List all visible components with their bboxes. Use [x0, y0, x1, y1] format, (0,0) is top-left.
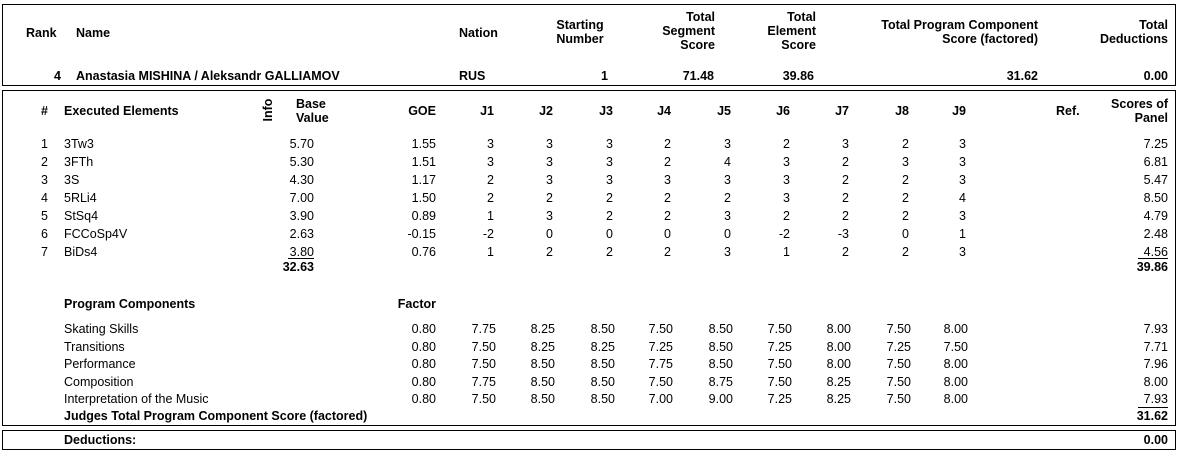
component-judge-7: 8.25 — [826, 392, 851, 406]
judge-header-2: J2 — [539, 104, 553, 118]
element-judge-5: 3 — [724, 209, 731, 223]
component-judge-1: 7.50 — [471, 357, 496, 371]
component-judge-9: 8.00 — [943, 392, 968, 406]
component-judge-8: 7.50 — [886, 322, 911, 336]
skater-tss: 71.48 — [682, 69, 714, 83]
info-header: Info — [261, 98, 275, 122]
component-judge-6: 7.50 — [767, 322, 792, 336]
base-value-total: 32.63 — [282, 260, 314, 274]
element-judge-5: 2 — [724, 191, 731, 205]
element-judge-9: 3 — [959, 245, 966, 259]
nation-header: Nation — [459, 26, 498, 40]
component-judge-2: 8.50 — [530, 375, 555, 389]
element-judge-6: -2 — [778, 227, 790, 241]
component-judge-1: 7.50 — [471, 392, 496, 406]
element-code: 5RLi4 — [64, 191, 97, 205]
component-name: Interpretation of the Music — [64, 392, 209, 406]
component-judge-6: 7.25 — [767, 392, 792, 406]
skater-pcs: 31.62 — [1006, 69, 1038, 83]
element-judge-2: 2 — [546, 191, 553, 205]
component-judge-5: 8.50 — [708, 322, 733, 336]
component-name: Composition — [64, 375, 134, 389]
element-number: 6 — [41, 227, 48, 241]
component-judge-3: 8.50 — [590, 392, 615, 406]
element-goe: 1.51 — [411, 155, 436, 169]
pcs-total-label: Judges Total Program Component Score (factored) — [64, 409, 368, 423]
deductions-header: Total Deductions — [1099, 18, 1168, 46]
component-judge-6: 7.50 — [767, 357, 792, 371]
judge-header-8: J8 — [895, 104, 909, 118]
component-judge-4: 7.50 — [648, 322, 673, 336]
component-judge-9: 8.00 — [943, 357, 968, 371]
element-judge-1: 1 — [487, 209, 494, 223]
skater-rank: 4 — [54, 69, 61, 83]
component-factor: 0.80 — [411, 357, 436, 371]
judge-header-1: J1 — [480, 104, 494, 118]
element-judge-3: 3 — [606, 137, 613, 151]
element-code: 3Tw3 — [64, 137, 94, 151]
element-panel-score: 5.47 — [1143, 173, 1168, 187]
component-judge-5: 9.00 — [708, 392, 733, 406]
element-base-value: 4.30 — [289, 173, 314, 187]
component-judge-8: 7.50 — [886, 357, 911, 371]
element-judge-9: 4 — [959, 191, 966, 205]
element-number: 7 — [41, 245, 48, 259]
element-judge-2: 3 — [546, 173, 553, 187]
tss-header: Total Segment Score — [662, 10, 715, 52]
element-panel-score: 6.81 — [1143, 155, 1168, 169]
element-judge-2: 3 — [546, 155, 553, 169]
score-total-rule — [1138, 258, 1168, 259]
element-judge-7: 3 — [842, 137, 849, 151]
element-judge-6: 3 — [783, 155, 790, 169]
element-judge-7: 2 — [842, 191, 849, 205]
element-judge-5: 0 — [724, 227, 731, 241]
deductions-value: 0.00 — [1143, 433, 1168, 447]
element-judge-6: 3 — [783, 191, 790, 205]
element-judge-5: 3 — [724, 245, 731, 259]
pcs-header: Total Program Component Score (factored) — [881, 18, 1038, 46]
element-goe: -0.15 — [407, 227, 436, 241]
component-judge-3: 8.50 — [590, 357, 615, 371]
element-judge-8: 2 — [902, 209, 909, 223]
skater-starting-number: 1 — [601, 69, 608, 83]
elements-score-total: 39.86 — [1136, 260, 1168, 274]
component-judge-4: 7.25 — [648, 340, 673, 354]
element-judge-7: 2 — [842, 245, 849, 259]
element-judge-2: 2 — [546, 245, 553, 259]
starting-number-header: Starting Number — [556, 18, 604, 46]
element-judge-1: 3 — [487, 137, 494, 151]
pcs-total-score: 31.62 — [1136, 409, 1168, 423]
component-score: 8.00 — [1143, 375, 1168, 389]
element-goe: 1.55 — [411, 137, 436, 151]
base-total-rule — [288, 258, 314, 259]
component-score: 7.96 — [1143, 357, 1168, 371]
element-judge-5: 3 — [724, 173, 731, 187]
component-score: 7.93 — [1143, 322, 1168, 336]
component-judge-9: 8.00 — [943, 322, 968, 336]
ref-header: Ref. — [1056, 104, 1080, 118]
element-judge-3: 3 — [606, 155, 613, 169]
element-base-value: 7.00 — [289, 191, 314, 205]
element-base-value: 2.63 — [289, 227, 314, 241]
element-judge-1: 3 — [487, 155, 494, 169]
element-code: FCCoSp4V — [64, 227, 128, 241]
judge-header-4: J4 — [657, 104, 671, 118]
component-factor: 0.80 — [411, 392, 436, 406]
panel-score-header: Scores of Panel — [1111, 97, 1168, 125]
element-number: 1 — [41, 137, 48, 151]
element-judge-7: -3 — [837, 227, 849, 241]
element-judge-8: 2 — [902, 137, 909, 151]
component-score: 7.93 — [1143, 392, 1168, 406]
component-judge-3: 8.50 — [590, 375, 615, 389]
component-judge-4: 7.50 — [648, 375, 673, 389]
element-number: 4 — [41, 191, 48, 205]
component-name: Transitions — [64, 340, 125, 354]
element-base-value: 3.80 — [289, 245, 314, 259]
name-header: Name — [76, 26, 111, 40]
judge-header-6: J6 — [776, 104, 790, 118]
element-judge-4: 3 — [664, 173, 671, 187]
element-goe: 1.17 — [411, 173, 436, 187]
component-judge-5: 8.50 — [708, 340, 733, 354]
element-goe: 1.50 — [411, 191, 436, 205]
element-judge-6: 3 — [783, 173, 790, 187]
element-judge-9: 1 — [959, 227, 966, 241]
component-judge-7: 8.00 — [826, 322, 851, 336]
component-judge-5: 8.50 — [708, 357, 733, 371]
element-base-value: 5.70 — [289, 137, 314, 151]
element-judge-8: 3 — [902, 155, 909, 169]
skater-name: Anastasia MISHINA / Aleksandr GALLIAMOV — [76, 69, 340, 83]
component-judge-2: 8.50 — [530, 392, 555, 406]
element-judge-8: 0 — [902, 227, 909, 241]
component-name: Performance — [64, 357, 136, 371]
element-judge-9: 3 — [959, 155, 966, 169]
component-judge-9: 7.50 — [943, 340, 968, 354]
component-judge-1: 7.75 — [471, 322, 496, 336]
component-judge-3: 8.50 — [590, 322, 615, 336]
component-judge-4: 7.75 — [648, 357, 673, 371]
component-judge-4: 7.00 — [648, 392, 673, 406]
component-judge-3: 8.25 — [590, 340, 615, 354]
component-factor: 0.80 — [411, 340, 436, 354]
component-judge-6: 7.50 — [767, 375, 792, 389]
skater-nation: RUS — [459, 69, 486, 83]
element-goe: 0.89 — [411, 209, 436, 223]
deductions-label: Deductions: — [64, 433, 137, 447]
component-judge-8: 7.50 — [886, 375, 911, 389]
skater-tes: 39.86 — [782, 69, 814, 83]
component-judge-7: 8.25 — [826, 375, 851, 389]
element-judge-8: 2 — [902, 245, 909, 259]
element-judge-9: 3 — [959, 173, 966, 187]
component-judge-7: 8.00 — [826, 340, 851, 354]
component-judge-2: 8.25 — [530, 340, 555, 354]
element-judge-3: 0 — [606, 227, 613, 241]
element-judge-4: 2 — [664, 155, 671, 169]
element-base-value: 3.90 — [289, 209, 314, 223]
element-code: StSq4 — [64, 209, 99, 223]
element-number: 2 — [41, 155, 48, 169]
element-panel-score: 4.56 — [1143, 245, 1168, 259]
component-score: 7.71 — [1143, 340, 1168, 354]
component-factor: 0.80 — [411, 375, 436, 389]
element-judge-8: 2 — [902, 173, 909, 187]
goe-header: GOE — [408, 104, 436, 118]
judge-header-3: J3 — [599, 104, 613, 118]
element-number: 3 — [41, 173, 48, 187]
element-judge-7: 2 — [842, 209, 849, 223]
element-judge-1: 2 — [487, 191, 494, 205]
element-judge-1: 2 — [487, 173, 494, 187]
element-judge-1: 1 — [487, 245, 494, 259]
element-judge-2: 0 — [546, 227, 553, 241]
component-factor: 0.80 — [411, 322, 436, 336]
element-judge-9: 3 — [959, 209, 966, 223]
component-judge-1: 7.75 — [471, 375, 496, 389]
component-judge-2: 8.25 — [530, 322, 555, 336]
element-judge-9: 3 — [959, 137, 966, 151]
judge-header-9: J9 — [952, 104, 966, 118]
element-goe: 0.76 — [411, 245, 436, 259]
element-judge-7: 2 — [842, 155, 849, 169]
element-judge-7: 2 — [842, 173, 849, 187]
element-judge-3: 3 — [606, 173, 613, 187]
element-judge-6: 2 — [783, 209, 790, 223]
element-panel-score: 2.48 — [1143, 227, 1168, 241]
judge-header-7: J7 — [835, 104, 849, 118]
component-judge-8: 7.25 — [886, 340, 911, 354]
component-judge-6: 7.25 — [767, 340, 792, 354]
skater-deductions: 0.00 — [1143, 69, 1168, 83]
element-judge-3: 2 — [606, 209, 613, 223]
pcs-total-rule — [1138, 407, 1168, 408]
factor-header: Factor — [397, 297, 436, 311]
judge-header-5: J5 — [717, 104, 731, 118]
element-judge-4: 2 — [664, 191, 671, 205]
component-judge-7: 8.00 — [826, 357, 851, 371]
elements-name-header: Executed Elements — [64, 104, 179, 118]
deductions-box — [2, 430, 1176, 450]
element-panel-score: 8.50 — [1143, 191, 1168, 205]
elements-num-header: # — [41, 104, 48, 118]
element-judge-5: 4 — [724, 155, 731, 169]
rank-header: Rank — [26, 26, 57, 40]
element-panel-score: 4.79 — [1143, 209, 1168, 223]
element-code: 3S — [64, 173, 80, 187]
component-judge-1: 7.50 — [471, 340, 496, 354]
element-code: 3FTh — [64, 155, 94, 169]
element-judge-6: 2 — [783, 137, 790, 151]
components-header: Program Components — [64, 297, 196, 311]
component-judge-8: 7.50 — [886, 392, 911, 406]
tes-header: Total Element Score — [767, 10, 816, 52]
element-judge-3: 2 — [606, 245, 613, 259]
element-judge-1: -2 — [482, 227, 494, 241]
element-judge-8: 2 — [902, 191, 909, 205]
element-judge-4: 0 — [664, 227, 671, 241]
component-name: Skating Skills — [64, 322, 139, 336]
element-number: 5 — [41, 209, 48, 223]
element-judge-5: 3 — [724, 137, 731, 151]
base-value-header: Base Value — [296, 97, 329, 125]
component-judge-2: 8.50 — [530, 357, 555, 371]
element-base-value: 5.30 — [289, 155, 314, 169]
element-judge-2: 3 — [546, 137, 553, 151]
element-judge-4: 2 — [664, 137, 671, 151]
element-judge-3: 2 — [606, 191, 613, 205]
element-judge-2: 3 — [546, 209, 553, 223]
element-code: BiDs4 — [64, 245, 98, 259]
component-judge-5: 8.75 — [708, 375, 733, 389]
element-judge-4: 2 — [664, 209, 671, 223]
element-judge-6: 1 — [783, 245, 790, 259]
element-judge-4: 2 — [664, 245, 671, 259]
element-panel-score: 7.25 — [1143, 137, 1168, 151]
component-judge-9: 8.00 — [943, 375, 968, 389]
